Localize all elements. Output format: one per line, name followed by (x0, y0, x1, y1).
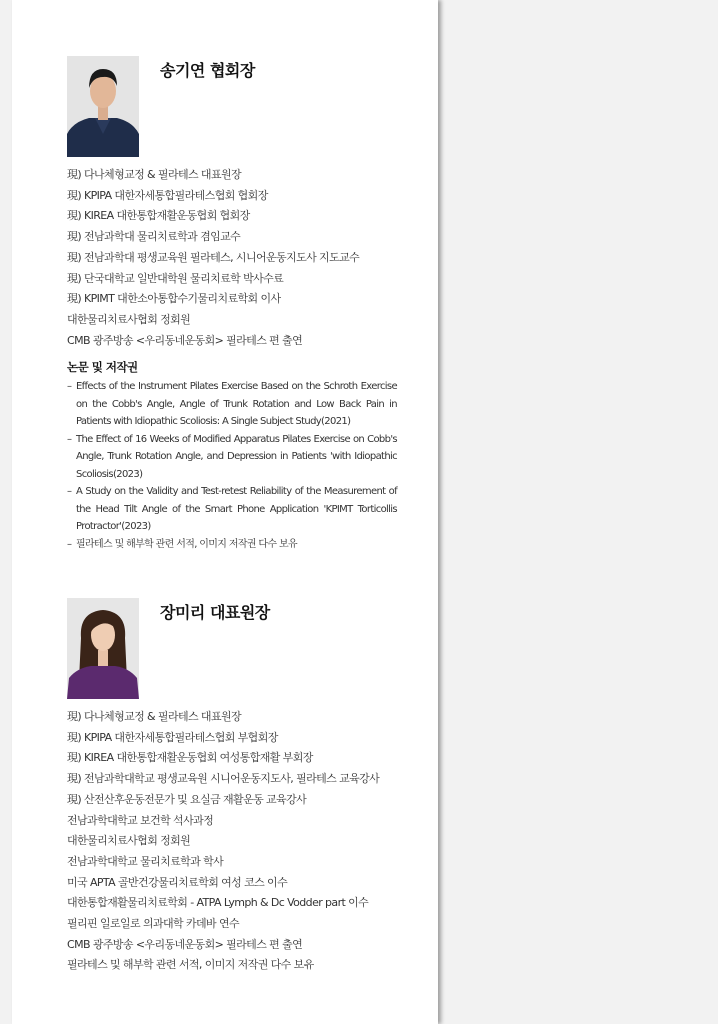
credential-item: 필라테스 및 해부학 관련 서적, 이미지 저작권 다수 보유 (67, 958, 314, 972)
paper-text: Effects of the Instrument Pilates Exercise Based on the Schroth Exercise on the Cobb's Angle, Angle of Trunk Rotation and Low Back Pain in Patients with Idiopathic Scoliosis: A Single Subject Study(2021) (76, 381, 397, 427)
credential-item: 現) KIREA 대한통합재활운동협회 여성통합재활 부회장 (67, 751, 313, 765)
credential-item: 現) 전남과학대 물리치료학과 겸임교수 (67, 230, 241, 244)
credential-item: 전남과학대학교 보건학 석사과정 (67, 813, 214, 827)
credential-item: 대한통합재활물리치료학회 - ATPA Lymph & Dc Vodder part 이수 (67, 896, 369, 910)
credential-item: CMB 광주방송 <우리동네운동회> 필라테스 편 출연 (67, 333, 303, 347)
profile-photo (67, 598, 139, 699)
paper-item (67, 483, 397, 536)
credential-item: 대한물리치료사협회 정회원 (67, 834, 191, 848)
credential-item: 現) 전남과학대 평생교육원 필라테스, 시니어운동지도사 지도교수 (67, 250, 360, 264)
credential-item: 전남과학대학교 물리치료학과 학사 (67, 854, 224, 868)
credential-list (67, 165, 359, 351)
paper-item (67, 536, 397, 554)
credential-item: 現) 다나체형교정 & 필라테스 대표원장 (67, 168, 242, 181)
dash-bullet: – (67, 538, 72, 550)
credential-item: 現) KPIMT 대한소아통합수기물리치료학회 이사 (67, 292, 281, 306)
papers-list (67, 378, 397, 553)
credential-item: 대한물리치료사협회 정회원 (67, 312, 191, 326)
paper-text: 필라테스 및 해부학 관련 서적, 이미지 저작권 다수 보유 (76, 538, 297, 550)
credential-list (67, 707, 379, 976)
credential-item: 現) 단국대학교 일반대학원 물리치료학 박사수료 (67, 271, 284, 285)
paper-item (67, 378, 397, 431)
credential-item: CMB 광주방송 <우리동네운동회> 필라테스 편 출연 (67, 937, 303, 951)
profile-photo (67, 56, 139, 157)
document-page (12, 0, 438, 1024)
dash-bullet: – (67, 433, 72, 445)
credential-item: 現) KPIPA 대한자세통합필라테스협회 부협회장 (67, 730, 278, 744)
credential-item: 現) KPIPA 대한자세통합필라테스협회 협회장 (67, 188, 268, 202)
papers-heading: 논문 및 저작권 (67, 360, 138, 374)
paper-text: The Effect of 16 Weeks of Modified Apparatus Pilates Exercise on Cobb's Angle, Trunk Rotation Angle, and Depression in Patients 'with Idiopathic Scoliosis(2023) (76, 433, 397, 480)
credential-item: 필리핀 일로일로 의과대학 카데바 연수 (67, 917, 240, 931)
credential-item: 現) 산전산후운동전문가 및 요실금 재활운동 교육강사 (67, 792, 307, 806)
paper-text: A Study on the Validity and Test-retest Reliability of the Measurement of the Head Tilt Angle of the Smart Phone Application 'KPIMT Torticollis Protractor'(2023) (76, 486, 397, 532)
credential-item: 現) KIREA 대한통합재활운동협회 협회장 (67, 209, 250, 223)
profile-name: 송기연 협회장 (160, 61, 255, 80)
credential-item: 미국 APTA 골반건강물리치료학회 여성 코스 이수 (67, 875, 288, 889)
paper-item (67, 431, 397, 484)
profile-name: 장미리 대표원장 (160, 603, 270, 622)
credential-item: 現) 다나체형교정 & 필라테스 대표원장 (67, 710, 242, 723)
dash-bullet: – (67, 486, 72, 497)
credential-item: 現) 전남과학대학교 평생교육원 시니어운동지도사, 필라테스 교육강사 (67, 772, 380, 786)
dash-bullet: – (67, 381, 72, 392)
